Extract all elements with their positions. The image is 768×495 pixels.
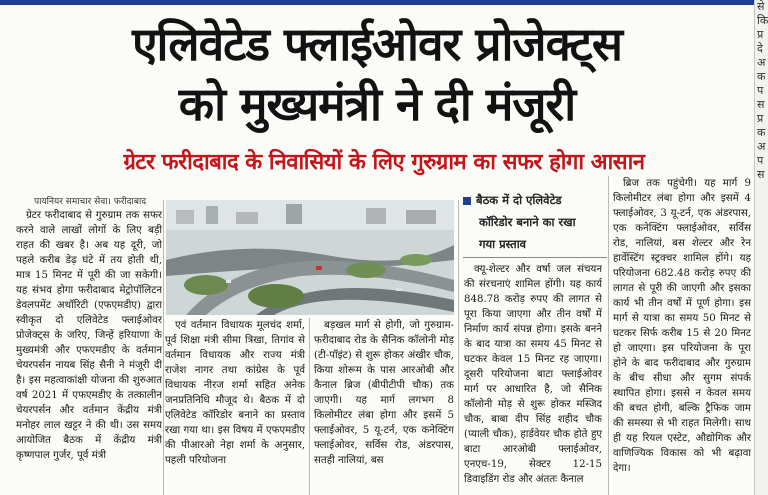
fragment-word: अ [757,56,766,69]
box-heading-text: बैठक में दो एलिवेटेड [476,193,562,207]
adjacent-column-fragment [754,0,768,495]
top-accent-rule [0,0,768,5]
column-divider [458,200,459,495]
column-text: क्यू-शेल्टर और वर्षा जल संचयन की संरचनाएं शामिल होंगी। यह कार्य 848.78 करोड़ रुपए की लागत से पूरा किया जाएगा और तीन वर्षों में निर्माण कार्य संपन्न होगा। इसके बनने के बाद यात्रा का समय 45 मिनट से घटकर केवल 15 मिनट रह जाएगा। दूसरी परियोजना बाटा फ्लाईओवर मार्ग पर आधारित है, जो सैनिक कॉलोनी मोड़ से शुरू होकर मस्जिद चौक, बाबा दीप सिंह शहीद चौक (प्याली चौक), हार्डवेयर चौक होते हुए बाटा आरओबी फ्लाईओवर, एनएच-19, सेक्टर 12-15 डिवाइडिंग रोड और अंततः कैनाल [464,264,602,485]
box-heading-line-2: कॉरिडोर बनाने का रखा [479,215,576,229]
byline: पायनियर समाचार सेवा। फरीदाबाद [34,197,147,207]
fragment-word: कि [757,14,768,27]
fragment-word: दे [757,42,763,55]
column-text: ग्रेटर फरीदाबाद से गुरुग्राम तक सफर करने वाले लाखों लोगों के लिए बड़ी राहत की खबर है। अब यह दूरी, जो पहले करीब डेढ़ घंटे में तय होती थी, मात्र 15 मिनट में पूरी की जा सकेगी। यह संभव होगा फरीदाबाद मेट्रोपॉलिटन डेवलपमेंट अथॉरिटी (एफएमडीए) द्वारा स्वीकृत दो एलिवेटेड फ्लाईओवर प्रोजेक्ट्स के जरिए, जिन्हें हरियाणा के मुख्यमंत्री और एफएमडीए के वर्तमान चेयरपर्सन नायब सिंह सैनी ने मंजूरी दी है। इस महत्वाकांक्षी योजना की शुरुआत वर्ष 2021 में एफएमडीए के तत्कालीन चेयरपर्सन और वर्तमान केंद्रीय मंत्री मनोहर लाल खट्टर ने की थी। उस समय आयोजित बैठक में केंद्रीय मंत्री कृष्णपाल गुर्जर, पूर्व मंत्री [16,210,162,461]
fragment-word: क [757,70,766,83]
fragment-word: क [757,126,766,139]
fragment-word: प [757,84,764,97]
box-heading-line-3: गया प्रस्ताव [479,237,527,251]
fragment-word: प [757,154,764,167]
headline-line-1: एलिवेटेड फ्लाईओवर प्रोजेक्ट्स [132,17,622,71]
article-column-1 [16,208,162,495]
fragment-word: प्र [757,28,764,41]
column-divider [608,176,609,495]
column-divider [309,318,310,495]
headline-line-2: को मुख्यमंत्री ने दी मंजूरी [178,77,576,131]
column-text: एवं वर्तमान विधायक मूलचंद शर्मा, पूर्व शिक्षा मंत्री सीमा त्रिखा, तिगांव से वर्तमान विधायक और राज्य मंत्री राजेश नागर तथा कांग्रेस के पूर्व विधायक नीरज शर्मा सहित अनेक जनप्रतिनिधि मौजूद थे। बैठक में दो एलिवेटेड कॉरिडोर बनाने का प्रस्ताव रखा गया था। इस विषय में एफएमडीए की पीआरओ नेहा शर्मा के अनुसार, पहली परियोजना [165,320,305,466]
article-column-4 [464,262,602,495]
article-column-2 [165,318,305,495]
box-heading [463,189,607,255]
fragment-word: प्र [757,112,764,125]
article-column-3 [314,318,454,495]
headline [0,14,754,134]
fragment-word: अ [757,140,766,153]
box-heading-rule [463,257,607,258]
subheadline: ग्रेटर फरीदाबाद के निवासियों के लिए गुरुग्राम का सफर होगा आसान [123,150,645,175]
column-divider [163,200,164,495]
article-column-5 [613,176,751,495]
bullet-icon [463,197,471,205]
flyover-aerial-image [166,200,454,315]
fragment-word: स [757,168,765,181]
box-heading-line-1 [463,189,607,211]
fragment-word: स [757,98,765,111]
column-text: ब्रिज तक पहुंचेगी। यह मार्ग 9 किलोमीटर लंबा होगा और इसमें 4 फ्लाईओवर, 3 यू-टर्न, एक अंडरपास, एक कनेक्टिंग फ्लाईओवर, सर्विस रोड, नालियां, बस शेल्टर और रेन हार्वेस्टिंग स्ट्रक्चर शामिल होंगे। यह परियोजना 682.48 करोड़ रुपए की लागत से पूरी की जाएगी और इसका कार्य भी तीन वर्षों में पूर्ण होगा। इस मार्ग से यात्रा का समय 50 मिनट से घटकर सिर्फ करीब 15 से 20 मिनट हो जाएगा। इस परियोजना के पूरा होने के बाद फरीदाबाद और गुरुग्राम के बीच सीधा और सुगम संपर्क स्थापित होगा। इससे न केवल समय की बचत होगी, बल्कि ट्रैफिक जाम की समस्या से भी राहत मिलेगी। साथ ही यह रियल एस्टेट, औद्योगिक और वाणिज्यिक विकास को भी बढ़ावा देगा। [613,178,751,474]
fragment-word: से [757,0,765,13]
column-text: बड़खल मार्ग से होगी, जो गुरुग्राम-फरीदाबाद रोड के सैनिक कॉलोनी मोड़ (टी-पॉइंट) से शुरू होकर अंखीर चौक, किया शोरूम के पास आरओबी और कैनाल ब्रिज (बीपीटीपी चौक) तक जाएगी। यह मार्ग लगभग 8 किलोमीटर लंबा होगा और इसमें 5 फ्लाईओवर, 5 यू-टर्न, एक कनेक्टिंग फ्लाईओवर, सर्विस रोड, अंडरपास, सतही नालियां, बस [314,320,454,466]
flyover-aerial-photo [166,200,454,315]
